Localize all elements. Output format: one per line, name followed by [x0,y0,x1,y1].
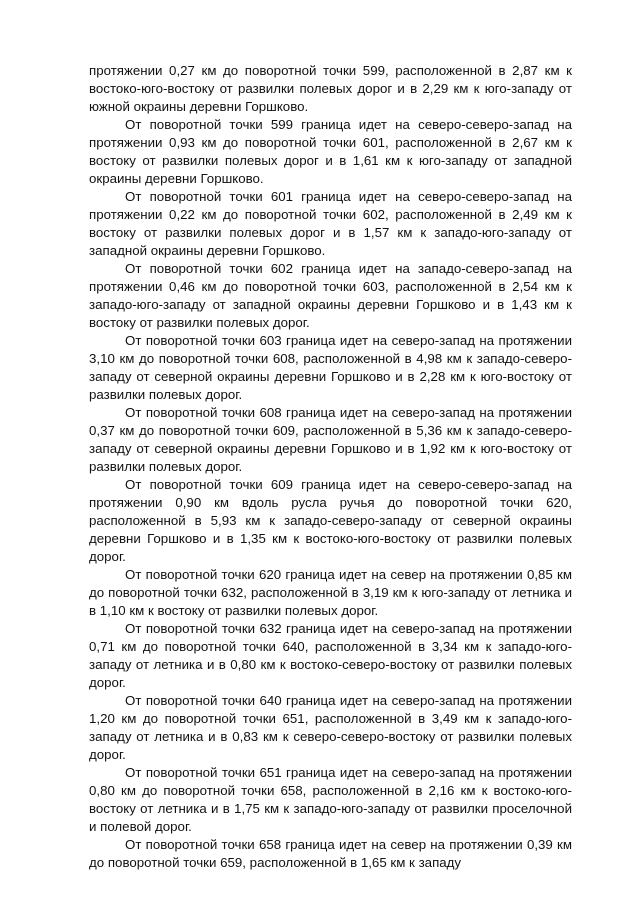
paragraph-point-608: От поворотной точки 608 граница идет на северо-запад на протяжении 0,37 км до поворотной точки 609, расположенной в 5,36 км к западо-северо-западу от северной окраины деревни Горшково и в 1,92 км к юго-востоку от развилки полевых дорог. [89,405,572,474]
document-page [89,62,572,872]
paragraph-point-620: От поворотной точки 620 граница идет на север на протяжении 0,85 км до поворотной точки 632, расположенной в 3,19 км к юго-западу от летника и в 1,10 км к востоку от развилки полевых дорог. [89,567,572,618]
paragraph-point-632: От поворотной точки 632 граница идет на северо-запад на протяжении 0,71 км до поворотной точки 640, расположенной в 3,34 км к западо-юго-западу от летника и в 0,80 км к востоко-северо-востоку от развилки полевых дорог. [89,621,572,690]
paragraph-point-599: От поворотной точки 599 граница идет на северо-северо-запад на протяжении 0,93 км до поворотной точки 601, расположенной в 2,67 км к востоку от развилки полевых дорог и в 1,61 км к юго-западу от западной окраины деревни Горшково. [89,117,572,186]
paragraph-point-603: От поворотной точки 603 граница идет на северо-запад на протяжении 3,10 км до поворотной точки 608, расположенной в 4,98 км к западо-северо-западу от северной окраины деревни Горшково и в 2,28 км к юго-востоку от развилки полевых дорог. [89,333,572,402]
paragraph-point-609: От поворотной точки 609 граница идет на северо-северо-запад на протяжении 0,90 км вдоль русла ручья до поворотной точки 620, расположенной в 5,93 км к западо-северо-западу от северной окраины деревни Горшково и в 1,35 км к востоко-юго-востоку от развилки полевых дорог. [89,477,572,564]
paragraph-point-651: От поворотной точки 651 граница идет на северо-запад на протяжении 0,80 км до поворотной точки 658, расположенной в 2,16 км к востоко-юго-востоку от летника и в 1,75 км к западо-юго-западу от развилки проселочной и полевой дорог. [89,765,572,834]
paragraph-point-640: От поворотной точки 640 граница идет на северо-запад на протяжении 1,20 км до поворотной точки 651, расположенной в 3,49 км к западо-юго-западу от летника и в 0,83 км к северо-северо-востоку от развилки полевых дорог. [89,693,572,762]
paragraph-continuation: протяжении 0,27 км до поворотной точки 599, расположенной в 2,87 км к востоко-юго-востоку от развилки полевых дорог и в 2,29 км к юго-западу от южной окраины деревни Горшково. [89,63,572,114]
paragraph-point-658: От поворотной точки 658 граница идет на север на протяжении 0,39 км до поворотной точки 659, расположенной в 1,65 км к западу [89,837,572,870]
paragraph-point-601: От поворотной точки 601 граница идет на северо-северо-запад на протяжении 0,22 км до поворотной точки 602, расположенной в 2,49 км к востоку от развилки полевых дорог и в 1,57 км к западо-юго-западу от западной окраины деревни Горшково. [89,189,572,258]
paragraph-point-602: От поворотной точки 602 граница идет на западо-северо-запад на протяжении 0,46 км до поворотной точки 603, расположенной в 2,54 км к западо-юго-западу от западной окраины деревни Горшково и в 1,43 км к востоку от развилки полевых дорог. [89,261,572,330]
